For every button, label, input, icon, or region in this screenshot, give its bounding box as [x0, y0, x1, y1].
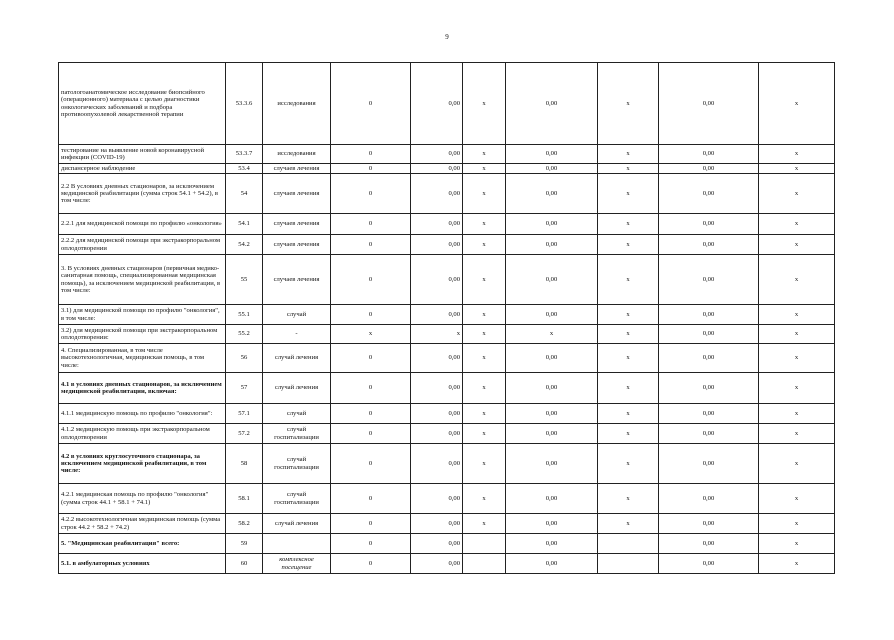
row-value-2: 0,00 [411, 534, 463, 554]
row-name: 4.1 в условиях дневных стационаров, за исключением медицинской реабилитации, включая: [59, 373, 226, 404]
row-value-3: х [463, 164, 506, 174]
table-row [59, 214, 835, 235]
row-value-6: 0,00 [659, 235, 759, 255]
row-value-7: х [759, 444, 835, 484]
row-name: 4.1.2 медицинскую помощь при экстракорпоральном оплодотворении [59, 424, 226, 444]
row-value-5: х [598, 255, 659, 305]
row-value-1: 0 [331, 63, 411, 145]
row-value-4: 0,00 [506, 305, 598, 325]
row-value-4: 0,00 [506, 235, 598, 255]
norms-table [58, 62, 835, 574]
table-row [59, 255, 835, 305]
row-code: 57.1 [226, 404, 263, 424]
row-value-2: 0,00 [411, 145, 463, 164]
row-value-4: 0,00 [506, 214, 598, 235]
row-value-7: х [759, 235, 835, 255]
row-code: 55 [226, 255, 263, 305]
row-unit: случай госпитализации [263, 444, 331, 484]
table-row [59, 235, 835, 255]
row-value-7: х [759, 484, 835, 514]
row-value-1: 0 [331, 174, 411, 214]
row-unit: исследования [263, 145, 331, 164]
row-value-6: 0,00 [659, 373, 759, 404]
row-value-1: 0 [331, 255, 411, 305]
row-value-4: 0,00 [506, 404, 598, 424]
row-name: 4.1.1 медицинскую помощь по профилю "онкология": [59, 404, 226, 424]
row-name: диспансерное наблюдение [59, 164, 226, 174]
row-value-3: х [463, 174, 506, 214]
row-value-3: х [463, 424, 506, 444]
row-value-3 [463, 534, 506, 554]
row-value-4: 0,00 [506, 164, 598, 174]
row-value-7: х [759, 145, 835, 164]
row-value-1: 0 [331, 514, 411, 534]
row-unit: случаев лечения [263, 174, 331, 214]
row-value-2: 0,00 [411, 484, 463, 514]
row-unit: случай лечения [263, 514, 331, 534]
row-value-4: 0,00 [506, 554, 598, 574]
row-value-3: х [463, 305, 506, 325]
table-row [59, 145, 835, 164]
table-row [59, 444, 835, 484]
row-code: 58.2 [226, 514, 263, 534]
row-value-7: х [759, 344, 835, 373]
row-value-6: 0,00 [659, 404, 759, 424]
row-value-5: х [598, 325, 659, 344]
row-value-6: 0,00 [659, 484, 759, 514]
row-value-1: 0 [331, 145, 411, 164]
row-value-7: х [759, 554, 835, 574]
row-unit: комплексное посещение [263, 554, 331, 574]
row-name: 5. "Медицинская реабилитация" всего: [59, 534, 226, 554]
row-code: 55.2 [226, 325, 263, 344]
table-row [59, 164, 835, 174]
row-value-1: 0 [331, 424, 411, 444]
table-row [59, 534, 835, 554]
row-value-5: х [598, 174, 659, 214]
row-value-1: 0 [331, 164, 411, 174]
row-code: 57.2 [226, 424, 263, 444]
row-unit: случай лечения [263, 344, 331, 373]
row-unit: случаев лечения [263, 214, 331, 235]
row-value-1: 0 [331, 305, 411, 325]
row-value-5: х [598, 514, 659, 534]
row-unit [263, 534, 331, 554]
row-name: 4. Специализированная, в том числе высокотехнологичная, медицинская помощь, в том числе: [59, 344, 226, 373]
row-code: 60 [226, 554, 263, 574]
page-number: 9 [445, 33, 449, 41]
table-row [59, 373, 835, 404]
row-name: 2.2 В условиях дневных стационаров, за исключением медицинской реабилитации (сумма строк 54.1 + 54.2), в том числе: [59, 174, 226, 214]
row-value-4: 0,00 [506, 63, 598, 145]
row-value-2: 0,00 [411, 514, 463, 534]
row-code: 58 [226, 444, 263, 484]
row-code: 57 [226, 373, 263, 404]
row-value-3: х [463, 235, 506, 255]
row-value-6: 0,00 [659, 214, 759, 235]
row-name: 4.2.2 высокотехнологичная медицинская помощь (сумма строк 44.2 + 58.2 + 74.2) [59, 514, 226, 534]
row-value-5: х [598, 373, 659, 404]
row-value-4: х [506, 325, 598, 344]
row-value-4: 0,00 [506, 255, 598, 305]
row-value-7: х [759, 174, 835, 214]
row-code: 53.4 [226, 164, 263, 174]
row-value-1: 0 [331, 484, 411, 514]
row-value-5: х [598, 424, 659, 444]
row-value-1: 0 [331, 404, 411, 424]
row-value-7: х [759, 63, 835, 145]
row-value-3: х [463, 145, 506, 164]
table-row [59, 63, 835, 145]
row-value-2: 0,00 [411, 424, 463, 444]
row-value-5: х [598, 305, 659, 325]
row-value-4: 0,00 [506, 514, 598, 534]
table-row [59, 554, 835, 574]
row-value-4: 0,00 [506, 145, 598, 164]
row-value-3: х [463, 373, 506, 404]
row-value-5: х [598, 145, 659, 164]
row-value-4: 0,00 [506, 174, 598, 214]
table-row [59, 404, 835, 424]
row-name: 4.2.1 медицинская помощь по профилю "онкология" (сумма строк 44.1 + 58.1 + 74.1) [59, 484, 226, 514]
row-value-3 [463, 554, 506, 574]
row-code: 54.1 [226, 214, 263, 235]
row-value-2: 0,00 [411, 235, 463, 255]
row-value-3: х [463, 255, 506, 305]
row-name: патологоанатомическое исследование биопсийного (операционного) материала с целью диагностики онкологических заболеваний и подбора противоопухолевой лекарственной терапии [59, 63, 226, 145]
row-value-3: х [463, 63, 506, 145]
row-value-4: 0,00 [506, 344, 598, 373]
row-unit: случай лечения [263, 373, 331, 404]
row-unit: случай госпитализации [263, 484, 331, 514]
row-value-7: х [759, 373, 835, 404]
row-value-6: 0,00 [659, 514, 759, 534]
row-name: 2.2.2 для медицинской помощи при экстракорпоральном оплодотворении [59, 235, 226, 255]
row-value-7: х [759, 424, 835, 444]
row-value-7: х [759, 305, 835, 325]
row-value-5: х [598, 164, 659, 174]
row-value-2: 0,00 [411, 305, 463, 325]
row-name: 5.1. в амбулаторных условиях [59, 554, 226, 574]
row-code: 53.3.7 [226, 145, 263, 164]
row-value-1: 0 [331, 554, 411, 574]
table-row [59, 305, 835, 325]
row-value-7: х [759, 325, 835, 344]
row-value-3: х [463, 444, 506, 484]
row-value-3: х [463, 484, 506, 514]
row-code: 54.2 [226, 235, 263, 255]
row-unit: исследования [263, 63, 331, 145]
row-unit: случаев лечения [263, 164, 331, 174]
row-value-2: 0,00 [411, 373, 463, 404]
row-value-6: 0,00 [659, 424, 759, 444]
row-value-5 [598, 554, 659, 574]
row-code: 58.1 [226, 484, 263, 514]
row-value-1: 0 [331, 235, 411, 255]
row-value-6: 0,00 [659, 305, 759, 325]
table-row [59, 514, 835, 534]
row-value-7: х [759, 214, 835, 235]
row-value-6: 0,00 [659, 63, 759, 145]
row-value-2: 0,00 [411, 214, 463, 235]
table-row [59, 424, 835, 444]
row-value-5 [598, 534, 659, 554]
row-code: 56 [226, 344, 263, 373]
row-value-6: 0,00 [659, 255, 759, 305]
row-value-7: х [759, 404, 835, 424]
row-value-2: 0,00 [411, 255, 463, 305]
row-value-1: 0 [331, 214, 411, 235]
row-value-5: х [598, 404, 659, 424]
row-value-3: х [463, 344, 506, 373]
row-value-3: х [463, 404, 506, 424]
row-unit: - [263, 325, 331, 344]
row-code: 53.3.6 [226, 63, 263, 145]
row-value-3: х [463, 214, 506, 235]
row-value-1: 0 [331, 373, 411, 404]
table-row [59, 174, 835, 214]
row-value-6: 0,00 [659, 325, 759, 344]
row-value-2: 0,00 [411, 174, 463, 214]
row-value-1: х [331, 325, 411, 344]
row-value-7: х [759, 534, 835, 554]
row-value-5: х [598, 235, 659, 255]
row-unit: случай [263, 404, 331, 424]
row-value-5: х [598, 444, 659, 484]
row-value-4: 0,00 [506, 424, 598, 444]
row-value-2: 0,00 [411, 63, 463, 145]
row-value-5: х [598, 484, 659, 514]
row-value-5: х [598, 63, 659, 145]
row-value-4: 0,00 [506, 373, 598, 404]
row-value-2: 0,00 [411, 404, 463, 424]
row-value-6: 0,00 [659, 534, 759, 554]
table-row [59, 325, 835, 344]
row-name: 4.2 в условиях круглосуточного стационара, за исключением медицинской реабилитации, в том числе: [59, 444, 226, 484]
row-code: 54 [226, 174, 263, 214]
row-value-6: 0,00 [659, 174, 759, 214]
row-value-6: 0,00 [659, 145, 759, 164]
row-value-4: 0,00 [506, 484, 598, 514]
row-code: 59 [226, 534, 263, 554]
row-value-5: х [598, 214, 659, 235]
row-unit: случаев лечения [263, 235, 331, 255]
row-value-1: 0 [331, 444, 411, 484]
row-value-6: 0,00 [659, 554, 759, 574]
row-value-2: х [411, 325, 463, 344]
row-code: 55.1 [226, 305, 263, 325]
row-value-1: 0 [331, 534, 411, 554]
row-value-1: 0 [331, 344, 411, 373]
row-value-3: х [463, 325, 506, 344]
row-value-6: 0,00 [659, 164, 759, 174]
row-value-2: 0,00 [411, 444, 463, 484]
row-value-4: 0,00 [506, 534, 598, 554]
table-row [59, 344, 835, 373]
row-value-2: 0,00 [411, 554, 463, 574]
row-name: 2.2.1 для медицинской помощи по профилю «онкология» [59, 214, 226, 235]
row-value-7: х [759, 255, 835, 305]
row-value-2: 0,00 [411, 344, 463, 373]
row-value-4: 0,00 [506, 444, 598, 484]
row-unit: случай [263, 305, 331, 325]
row-unit: случай госпитализации [263, 424, 331, 444]
row-value-5: х [598, 344, 659, 373]
row-value-2: 0,00 [411, 164, 463, 174]
row-name: 3.1) для медицинской помощи по профилю "онкология", в том числе: [59, 305, 226, 325]
row-value-3: х [463, 514, 506, 534]
row-value-7: х [759, 164, 835, 174]
table-row [59, 484, 835, 514]
row-value-7: х [759, 514, 835, 534]
row-unit: случаев лечения [263, 255, 331, 305]
row-name: тестирование на выявление новой коронавирусной инфекции (COVID-19) [59, 145, 226, 164]
row-value-6: 0,00 [659, 444, 759, 484]
row-value-6: 0,00 [659, 344, 759, 373]
row-name: 3.2) для медицинской помощи при экстракорпоральном оплодотворении: [59, 325, 226, 344]
row-name: 3. В условиях дневных стационаров (первичная медико-санитарная помощь, специализированная медицинская помощь), за исключением медицинской реабилитации, в том числе: [59, 255, 226, 305]
